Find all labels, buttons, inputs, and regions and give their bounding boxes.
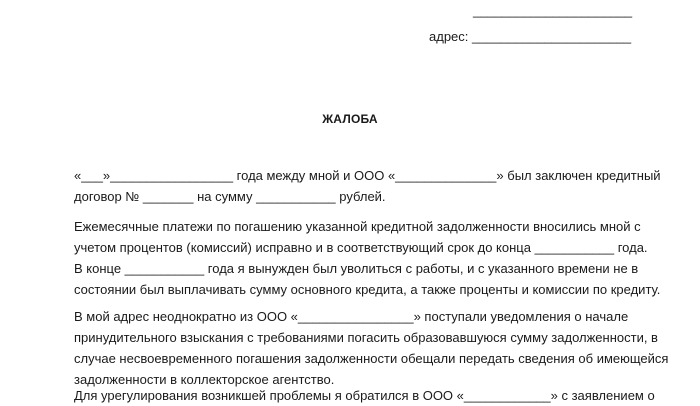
paragraph-dismissal [74,258,660,300]
paragraph-notifications [74,306,668,390]
paragraph-line: договор № _______ на сумму ___________ рублей. [74,189,386,204]
paragraph-line: состоянии был выплачивать сумму основного кредита, а также проценты и комиссии по кредиту. [74,282,661,297]
address-line: адрес: ______________________ [429,29,632,44]
recipient-name-blank: ______________________ [473,3,633,18]
paragraph-payments [74,216,648,258]
paragraph-loan-agreement [74,165,661,207]
paragraph-line: «___»_________________ года между мной и ООО «______________» был заключен кредитный [74,168,661,183]
paragraph-line: принудительного взыскания с требованиями погасить образовавшуюся сумму задолженности, в [74,330,658,345]
document-title: ЖАЛОБА [322,112,378,126]
paragraph-line: Ежемесячные платежи по погашению указанной кредитной задолженности вносились мной с [74,219,641,234]
paragraph-line: В конце ___________ года я вынужден был уволиться с работы, и с указанного времени не в [74,261,639,276]
paragraph-line: учетом процентов (комиссий) исправно и в соответствующий срок до конца ___________ года. [74,240,648,255]
paragraph-line: случае несвоевременного погашения задолженности обещали передать сведения об имеющейся [74,351,669,366]
paragraph-line: Для урегулирования возникшей проблемы я обратился в ООО «____________» с заявлением о [74,388,655,403]
paragraph-line: В мой адрес неоднократно из ООО «________________» поступали уведомления о начале [74,309,629,324]
paragraph-line: задолженности в коллекторское агентство. [74,372,335,387]
paragraph-settlement [74,385,655,406]
